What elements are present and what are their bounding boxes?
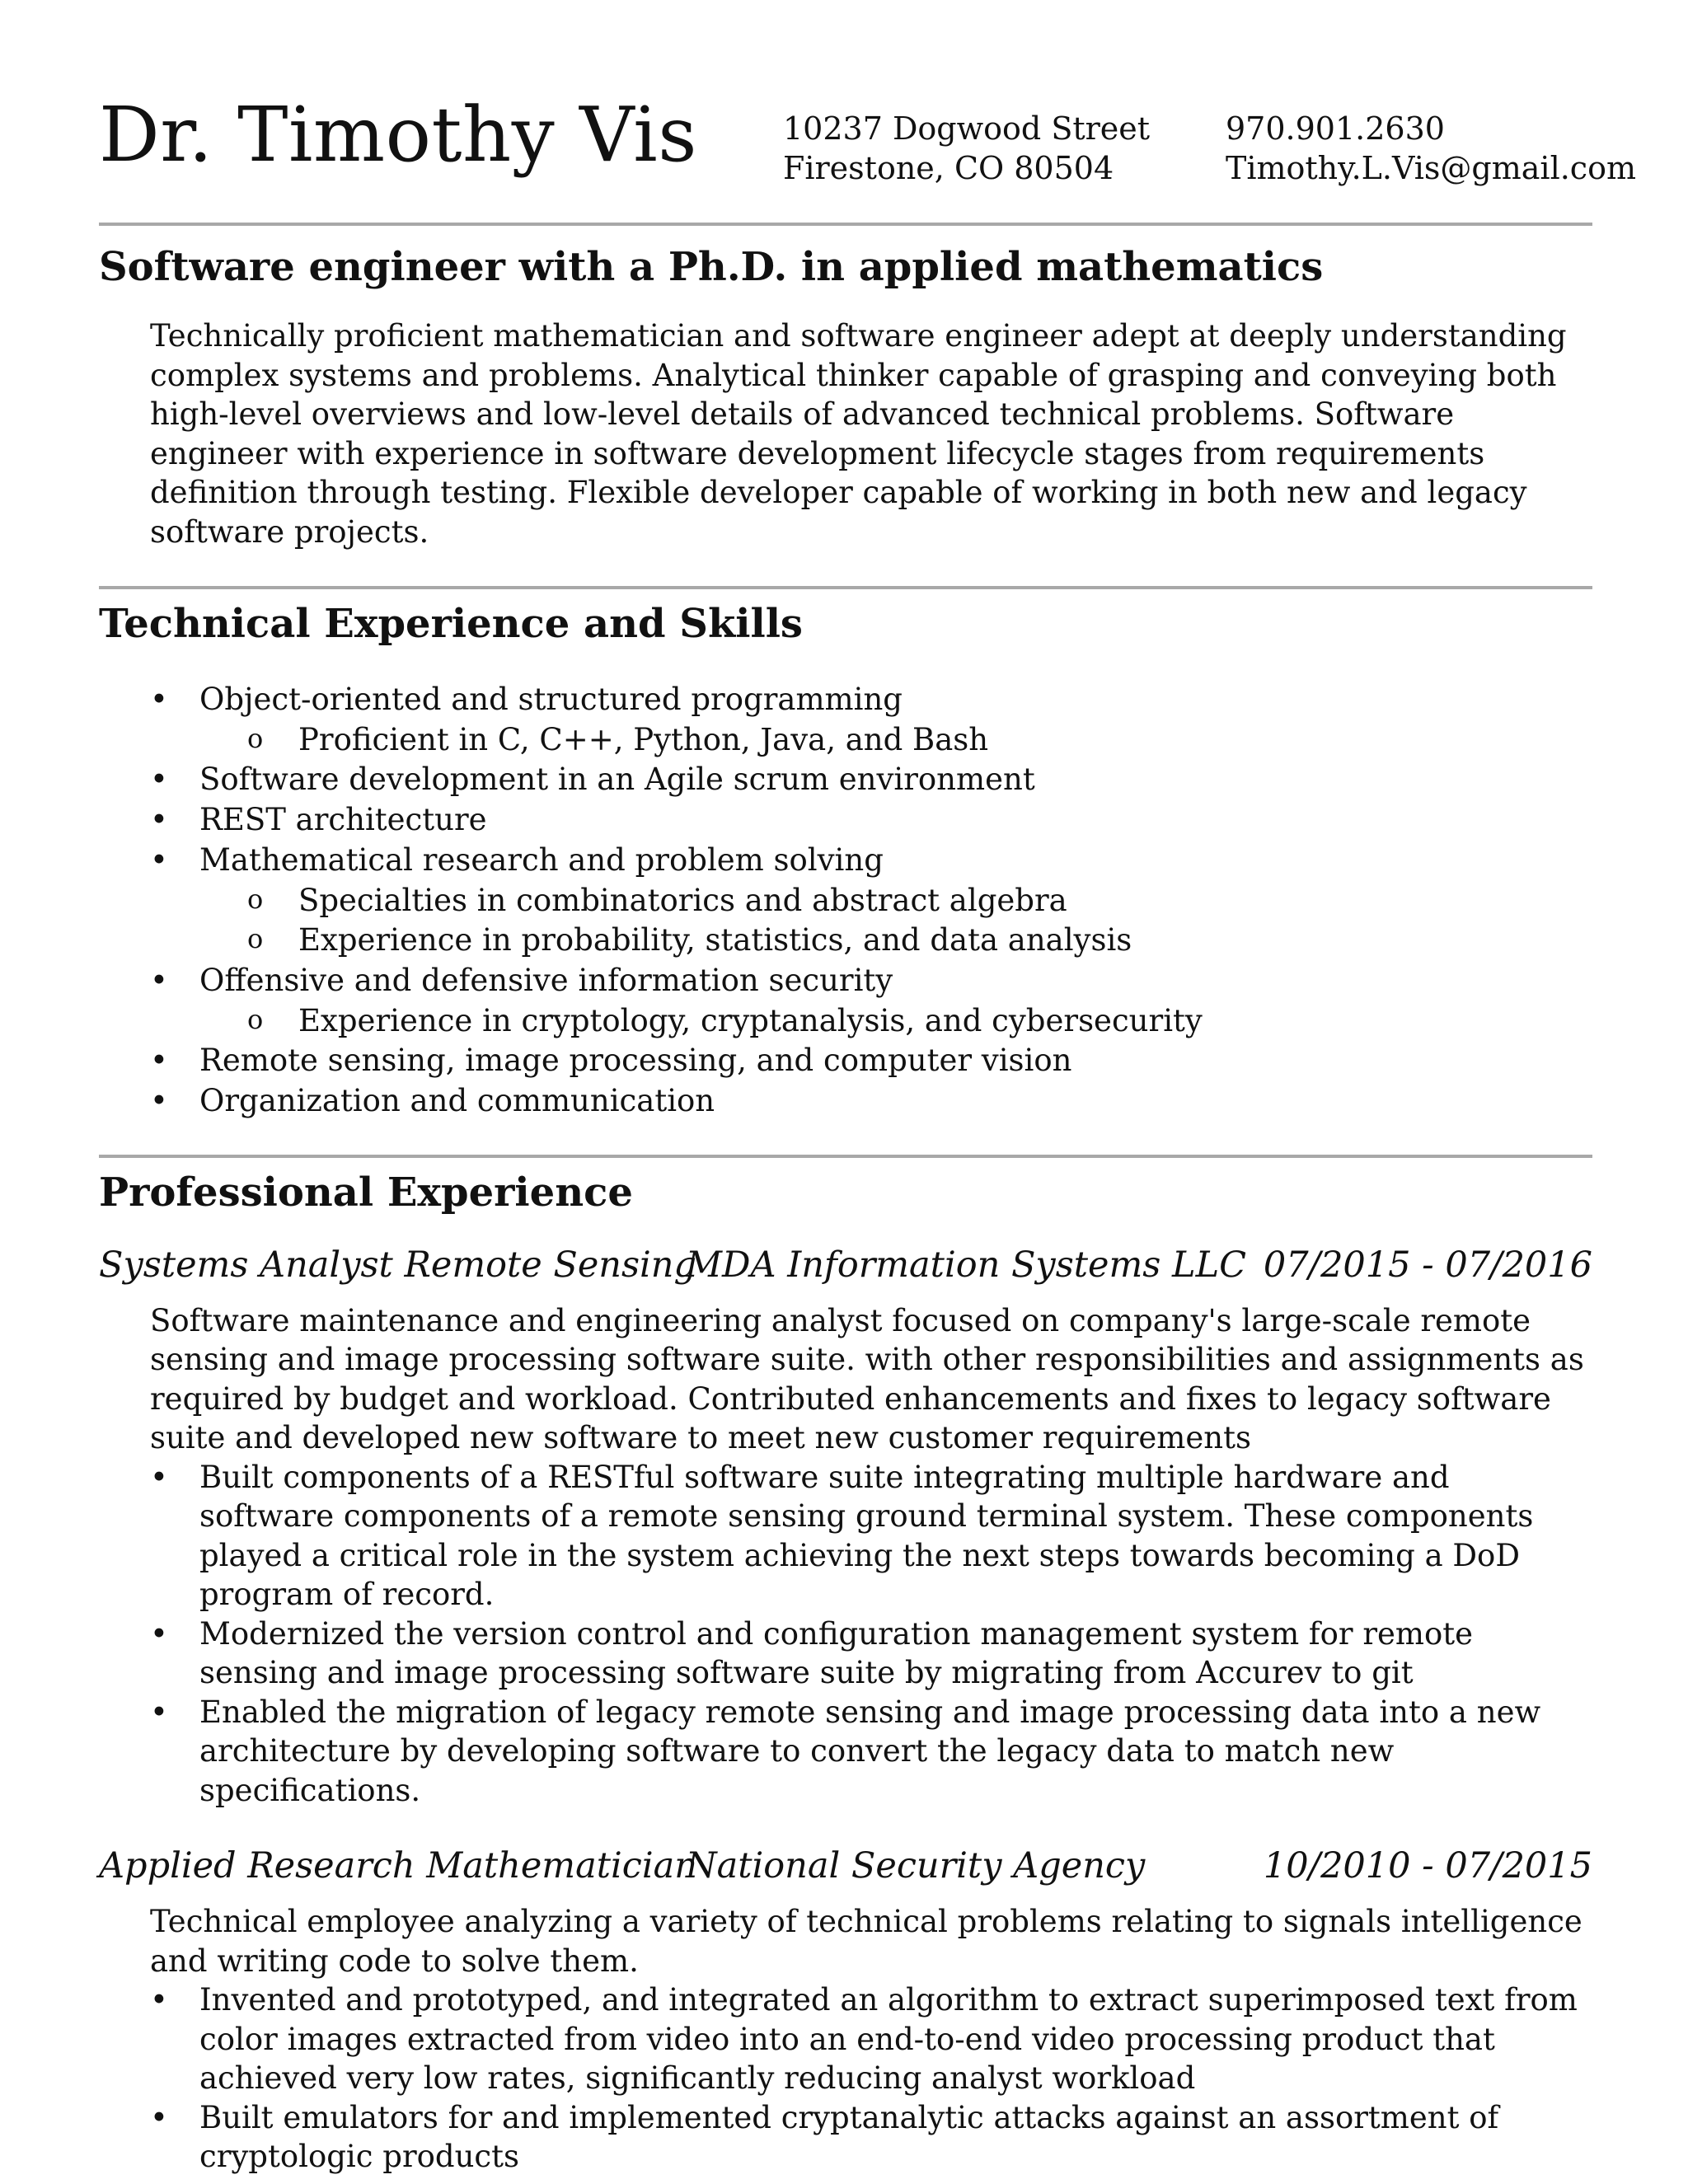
bullet-icon: • (150, 762, 168, 798)
job-dates: 10/2010 - 07/2015 (1263, 1845, 1592, 1887)
job-bullet: • Invented and prototyped, and integrated an algorithm to extract superimposed text from color images extracted from video into an end-to-end video processing product that achieved very low rates, significantly reducing analyst workload (150, 1982, 1578, 2097)
job-dates: 07/2015 - 07/2016 (1263, 1244, 1592, 1286)
hollow-bullet-icon: o (247, 722, 264, 754)
skill-item: • Mathematical research and problem solving (99, 841, 1592, 881)
bullet-icon: • (150, 1459, 168, 1495)
job-company: National Security Agency (686, 1845, 1146, 1887)
section-divider (99, 223, 1592, 226)
skill-subitem: o Specialties in combinatorics and abstract algebra (99, 881, 1592, 921)
job-header (99, 1242, 1592, 1288)
bullet-icon: • (150, 802, 168, 838)
email-address: Timothy.L.Vis@gmail.com (1226, 150, 1636, 186)
job-title: Systems Analyst Remote Sensing (99, 1244, 697, 1286)
skill-subitem: o Experience in cryptology, cryptanalysis, and cybersecurity (99, 1001, 1592, 1042)
contact-info (1226, 109, 1636, 188)
hollow-bullet-icon: o (247, 923, 264, 955)
skills-heading: Technical Experience and Skills (99, 601, 803, 647)
job-bullets (99, 1458, 1592, 1811)
skill-item: • Remote sensing, image processing, and computer vision (99, 1041, 1592, 1081)
skill-subitem: o Experience in probability, statistics, and data analysis (99, 921, 1592, 961)
skill-item: • Software development in an Agile scrum environment (99, 760, 1592, 800)
job-bullet: • Enabled the migration of legacy remote sensing and image processing data into a new architecture by developing software to convert the legacy data to match new specifications. (150, 1694, 1541, 1808)
resume-page (99, 0, 1636, 2177)
resume-header (99, 0, 1636, 223)
skill-item: • Organization and communication (99, 1081, 1592, 1122)
bullet-icon: • (150, 962, 168, 998)
skill-item: • Object-oriented and structured programming (99, 680, 1592, 720)
skill-item: • Offensive and defensive information security (99, 961, 1592, 1001)
bullet-icon: • (150, 1083, 168, 1119)
experience-heading: Professional Experience (99, 1169, 633, 1216)
bullet-icon: • (150, 1982, 168, 2018)
summary-heading: Software engineer with a Ph.D. in applied mathematics (99, 244, 1324, 290)
hollow-bullet-icon: o (247, 1003, 264, 1035)
skills-list (99, 680, 1592, 1122)
bullet-icon: • (150, 682, 168, 717)
job-title: Applied Research Mathematician (99, 1845, 697, 1887)
job-company: MDA Information Systems LLC (686, 1244, 1247, 1286)
section-divider (99, 1155, 1592, 1158)
job-bullet: • Modernized the version control and configuration management system for remote sensing and image processing software suite by migrating from Accurev to git (150, 1615, 1474, 1691)
bullet-icon: • (150, 2099, 168, 2135)
address-line-1: 10237 Dogwood Street (783, 110, 1151, 147)
bullet-icon: • (150, 1615, 168, 1652)
hollow-bullet-icon: o (247, 883, 264, 915)
job-bullets (99, 1980, 1592, 2177)
mailing-address (783, 109, 1150, 188)
job-summary: Technical employee analyzing a variety of technical problems relating to signals intelligence and writing code to solve them. (150, 1904, 1582, 1979)
phone-number: 970.901.2630 (1226, 110, 1445, 147)
address-line-2: Firestone, CO 80504 (783, 150, 1114, 186)
section-divider (99, 586, 1592, 589)
skill-item: • REST architecture (99, 800, 1592, 841)
candidate-name: Dr. Timothy Vis (99, 91, 697, 179)
bullet-icon: • (150, 841, 168, 878)
job-bullet: • Built emulators for and implemented cryptanalytic attacks against an assortment of cryptologic products (150, 2099, 1499, 2175)
job-bullet: • Built components of a RESTful software suite integrating multiple hardware and software components of a remote sensing ground terminal system. These components played a critical role in the system achieving the next steps towards becoming a DoD program of record. (150, 1459, 1534, 1613)
job-header (99, 1843, 1592, 1889)
bullet-icon: • (150, 1694, 168, 1730)
job-summary: Software maintenance and engineering analyst focused on company's large-scale remote sensing and image processing software suite. with other responsibilities and assignments as required by budget and workload. Contributed enhancements and fixes to legacy software suite and developed new software to meet new customer requirements (150, 1302, 1584, 1456)
summary-paragraph: Technically proficient mathematician and software engineer adept at deeply understanding complex systems and problems. Analytical thinker capable of grasping and conveying both high-level overviews and low-level details of advanced technical problems. Software engineer with experience in software development lifecycle stages from requirements definition through testing. Flexible developer capable of working in both new and legacy software projects. (150, 318, 1567, 550)
skill-subitem: o Proficient in C, C++, Python, Java, and Bash (99, 720, 1592, 761)
bullet-icon: • (150, 1043, 168, 1079)
